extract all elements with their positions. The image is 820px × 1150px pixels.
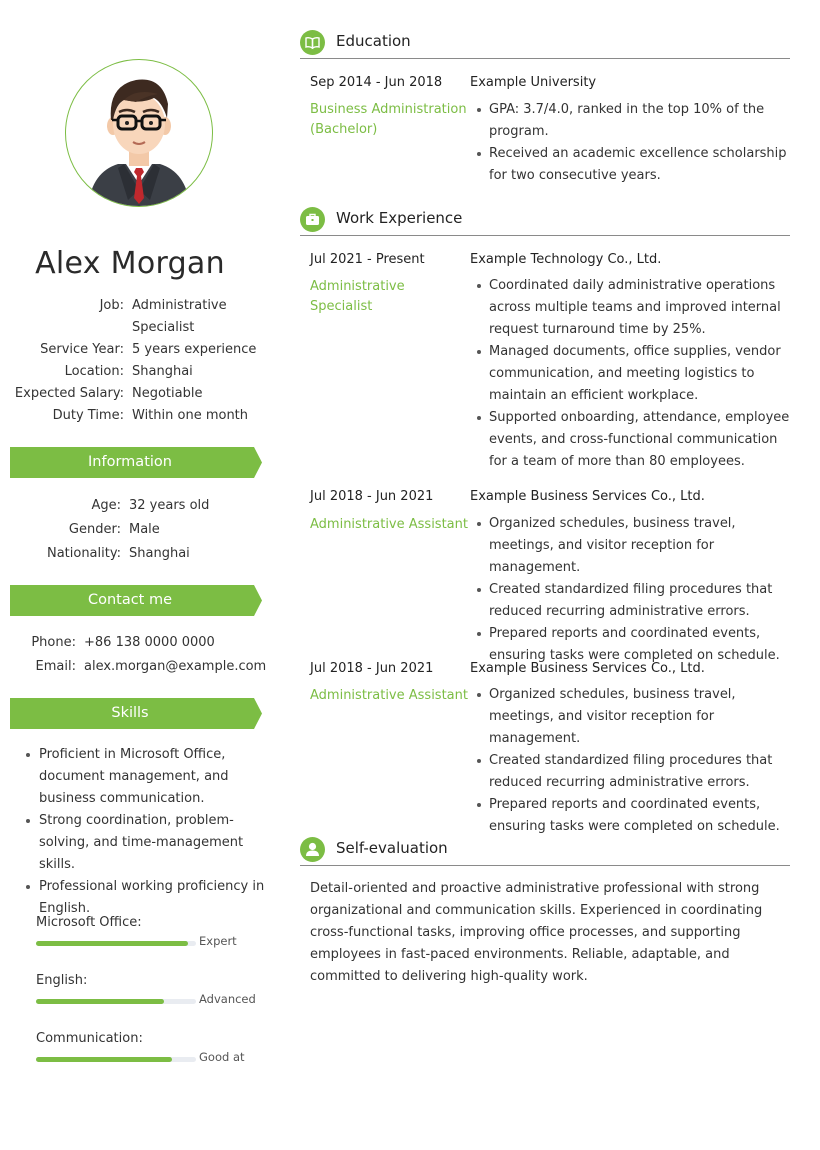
job-role: Administrative Assistant	[310, 517, 468, 532]
contact-list	[10, 631, 267, 679]
education-section-header	[300, 30, 790, 59]
education-date: Sep 2014 - Jun 2018	[310, 75, 443, 90]
skill-item: Proficient in Microsoft Office, document management, and business communication.	[24, 744, 274, 810]
work-heading: Work Experience	[336, 209, 463, 227]
info-label: Service Year:	[40, 342, 124, 357]
information-heading: Information	[88, 454, 172, 470]
skill-bar-track	[36, 999, 196, 1004]
skill-bar-microsoft-office	[36, 914, 266, 948]
info-row-gender: Gender: Male	[68, 522, 160, 537]
job-bullet: Managed documents, office supplies, vendor communication, and meeting logistics to maintain an efficient workplace.	[476, 341, 792, 407]
job-bullet: Created standardized filing procedures that reduced recurring administrative errors.	[476, 579, 792, 623]
info-label: Expected Salary:	[14, 386, 124, 401]
skills-ribbon	[10, 698, 262, 729]
job-bullets	[476, 275, 792, 473]
skill-bar-fill	[36, 941, 188, 946]
job-company: Example Technology Co., Ltd.	[470, 252, 662, 267]
skill-bar-level: Good at	[199, 1050, 245, 1064]
job-date: Jul 2018 - Jun 2021	[310, 489, 434, 504]
job-bullets	[476, 513, 792, 667]
contact-heading: Contact me	[87, 592, 173, 608]
job-bullet: Organized schedules, business travel, meetings, and visitor reception for management.	[476, 684, 792, 750]
job-bullet: Prepared reports and coordinated events, ensuring tasks were completed on schedule.	[476, 794, 792, 838]
info-value: Administrative Specialist	[132, 298, 227, 335]
phone-value: +86 138 0000 0000	[84, 635, 215, 650]
job-bullet: Organized schedules, business travel, meetings, and visitor reception for management.	[476, 513, 792, 579]
job-date: Jul 2018 - Jun 2021	[310, 661, 434, 676]
skill-item: Strong coordination, problem-solving, and time-management skills.	[24, 810, 274, 876]
education-bullets	[476, 99, 792, 187]
skill-bar-english	[36, 972, 266, 1006]
contact-row-phone: Phone: +86 138 0000 0000	[10, 631, 260, 655]
info-row-location	[10, 361, 260, 383]
info-row-service-year	[10, 339, 260, 361]
info-row-age: Age: 32 years old	[91, 498, 210, 513]
education-bullet: GPA: 3.7/4.0, ranked in the top 10% of the program.	[476, 99, 792, 143]
work-section-header	[300, 207, 790, 236]
job-role: Administrative Assistant	[310, 688, 468, 703]
info-value: Negotiable	[132, 386, 203, 401]
skills-list	[24, 744, 274, 920]
info-value: Within one month	[132, 408, 249, 423]
education-heading: Education	[336, 32, 411, 50]
candidate-name: Alex Morgan	[35, 246, 225, 281]
job-bullet: Coordinated daily administrative operations across multiple teams and improved internal request turnaround time by 25%.	[476, 275, 792, 341]
education-school: Example University	[470, 75, 597, 90]
job-company: Example Business Services Co., Ltd.	[470, 661, 705, 676]
skill-bar-fill	[36, 1057, 172, 1062]
skill-bar-level: Expert	[199, 934, 237, 948]
skill-bar-track	[36, 941, 196, 946]
info-row-job	[10, 295, 260, 339]
job-role: Administrative Specialist	[310, 279, 405, 314]
job-bullet: Supported onboarding, attendance, employee events, and cross-functional communication for a team of more than 80 employees.	[476, 407, 792, 473]
info-label: Duty Time:	[52, 408, 124, 423]
self-evaluation-section-header	[300, 837, 790, 866]
job-company: Example Business Services Co., Ltd.	[470, 489, 705, 504]
job-date: Jul 2021 - Present	[310, 252, 425, 267]
briefcase-icon	[300, 207, 325, 232]
information-ribbon	[10, 447, 262, 478]
info-row-expected-salary	[10, 383, 260, 405]
skill-item: Professional working proficiency in English.	[24, 876, 274, 920]
job-bullet: Prepared reports and coordinated events, ensuring tasks were completed on schedule.	[476, 623, 792, 667]
job-bullets	[476, 684, 792, 838]
info-label: Job:	[99, 298, 124, 313]
skill-bar-fill	[36, 999, 164, 1004]
skill-bar-title: Communication:	[36, 1031, 143, 1046]
book-icon	[300, 30, 325, 55]
basic-info	[10, 295, 260, 427]
skill-bar-level: Advanced	[199, 992, 256, 1006]
avatar-illustration	[66, 60, 212, 206]
contact-row-email: Email: alex.morgan@example.com	[10, 655, 260, 679]
education-major: Business Administration (Bachelor)	[310, 102, 467, 137]
job-bullet: Created standardized filing procedures that reduced recurring administrative errors.	[476, 750, 792, 794]
skill-bar-title: English:	[36, 973, 88, 988]
avatar	[65, 59, 213, 207]
self-evaluation-heading: Self-evaluation	[336, 839, 448, 857]
info-row-duty-time	[10, 405, 260, 427]
email-value[interactable]: alex.morgan@example.com	[84, 659, 267, 674]
info-label: Location:	[64, 364, 124, 379]
skill-bar-title: Microsoft Office:	[36, 915, 142, 930]
education-bullet: Received an academic excellence scholarship for two consecutive years.	[476, 143, 792, 187]
skills-heading: Skills	[111, 705, 149, 721]
skill-bar-track	[36, 1057, 196, 1062]
info-row-nationality: Nationality: Shanghai	[46, 546, 190, 561]
info-value: Shanghai	[132, 364, 193, 379]
skill-bar-communication	[36, 1030, 266, 1064]
information-list	[10, 494, 260, 566]
contact-ribbon	[10, 585, 262, 616]
self-evaluation-text: Detail-oriented and proactive administrative professional with strong organizational and communication skills. Experienced in coordinating cross-functional tasks, improving office processes, and supporting employees in fast-paced environments. Reliable, adaptable, and committed to delivering high-quality work.	[310, 881, 763, 984]
info-value: 5 years experience	[132, 342, 257, 357]
user-icon	[300, 837, 325, 862]
